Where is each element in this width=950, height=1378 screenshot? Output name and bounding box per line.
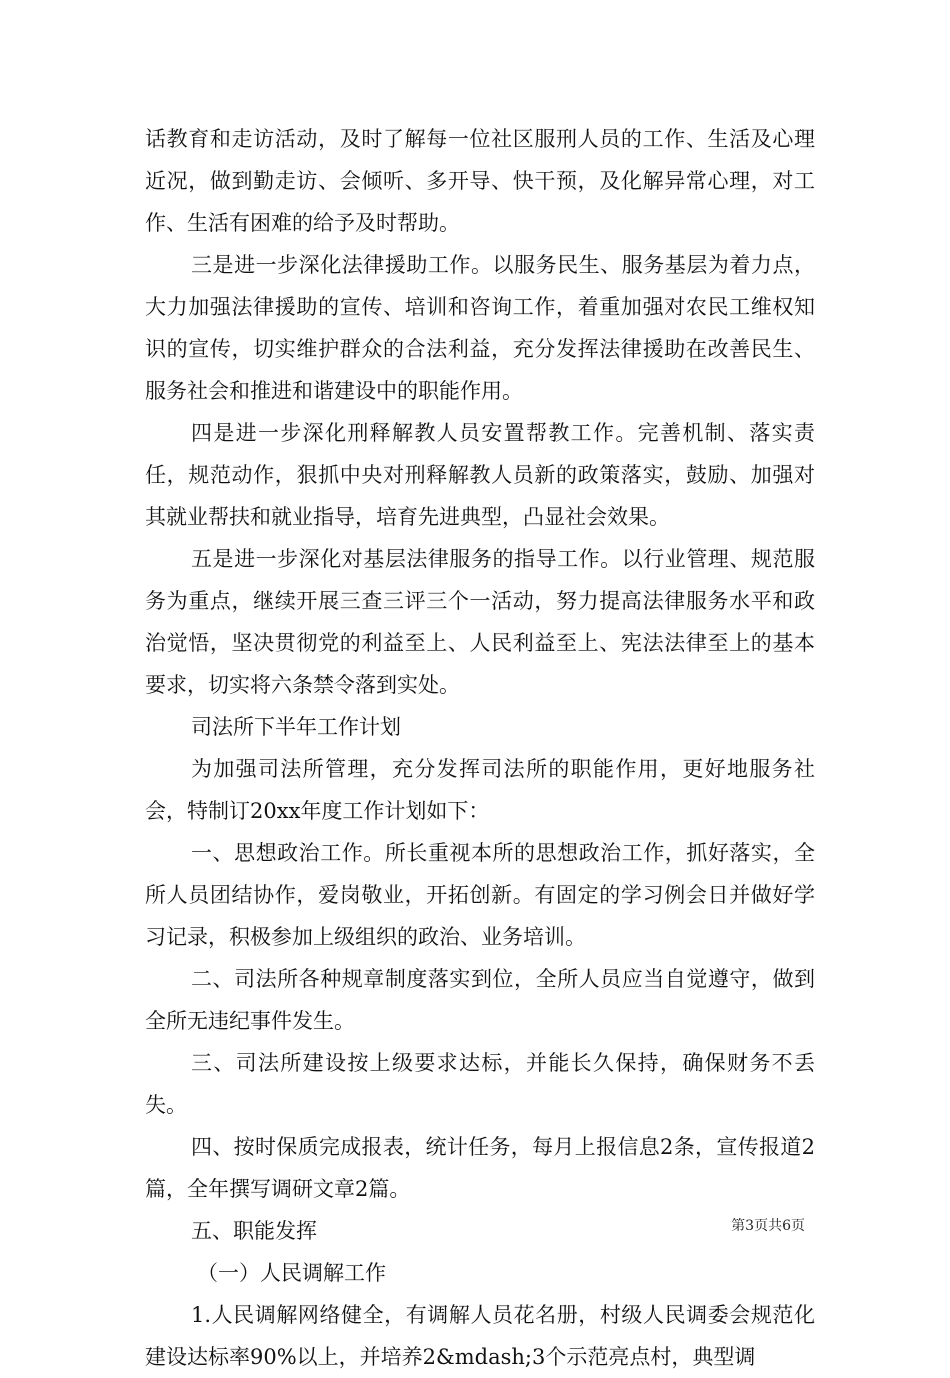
page-number-footer: 第3页共6页 (731, 1218, 805, 1234)
section-title-functions: 五、职能发挥 (191, 1219, 317, 1243)
paragraph-political-work: 一、思想政治工作。所长重视本所的思想政治工作，抓好落实，全所人员团结协作，爱岗敬业，开拓创新。有固定的学习例会日并做好学习记录，积极参加上级组织的政治、业务培训。 (145, 841, 815, 949)
paragraph-plan-intro: 为加强司法所管理，充分发挥司法所的职能作用，更好地服务社会，特制订20xx年度工作计划如下： (145, 757, 815, 823)
paragraph-legal-aid: 三是进一步深化法律援助工作。以服务民生、服务基层为着力点，大力加强法律援助的宣传、培训和咨询工作，着重加强对农民工维权知识的宣传，切实维护群众的合法利益，充分发挥法律援助在改善民生、服务社会和推进和谐建设中的职能作用。 (145, 253, 815, 403)
subsection-title-mediation: （一）人民调解工作 (197, 1261, 386, 1285)
section-title-work-plan: 司法所下半年工作计划 (191, 715, 401, 739)
document-body (145, 118, 815, 1378)
paragraph-construction: 三、司法所建设按上级要求达标，并能长久保持，确保财务不丢失。 (145, 1051, 815, 1117)
paragraph-resettlement: 四是进一步深化刑释解教人员安置帮教工作。完善机制、落实责任，规范动作，狠抓中央对刑释解教人员新的政策落实，鼓励、加强对其就业帮扶和就业指导，培育先进典型，凸显社会效果。 (145, 421, 815, 529)
paragraph-mediation-network: 1.人民调解网络健全，有调解人员花名册，村级人民调委会规范化建设达标率90%以上，并培养2&mdash;3个示范亮点村，典型调 (145, 1303, 815, 1369)
paragraph-rules: 二、司法所各种规章制度落实到位，全所人员应当自觉遵守，做到全所无违纪事件发生。 (145, 967, 815, 1033)
paragraph-interview-continuation: 话教育和走访活动，及时了解每一位社区服刑人员的工作、生活及心理近况，做到勤走访、会倾听、多开导、快干预，及化解异常心理，对工作、生活有困难的给予及时帮助。 (145, 127, 815, 235)
paragraph-grassroots-legal-service: 五是进一步深化对基层法律服务的指导工作。以行业管理、规范服务为重点，继续开展三查三评三个一活动，努力提高法律服务水平和政治觉悟，坚决贯彻党的利益至上、人民利益至上、宪法法律至上的基本要求，切实将六条禁令落到实处。 (145, 547, 815, 697)
paragraph-reports: 四、按时保质完成报表，统计任务，每月上报信息2条，宣传报道2篇，全年撰写调研文章2篇。 (145, 1135, 815, 1201)
